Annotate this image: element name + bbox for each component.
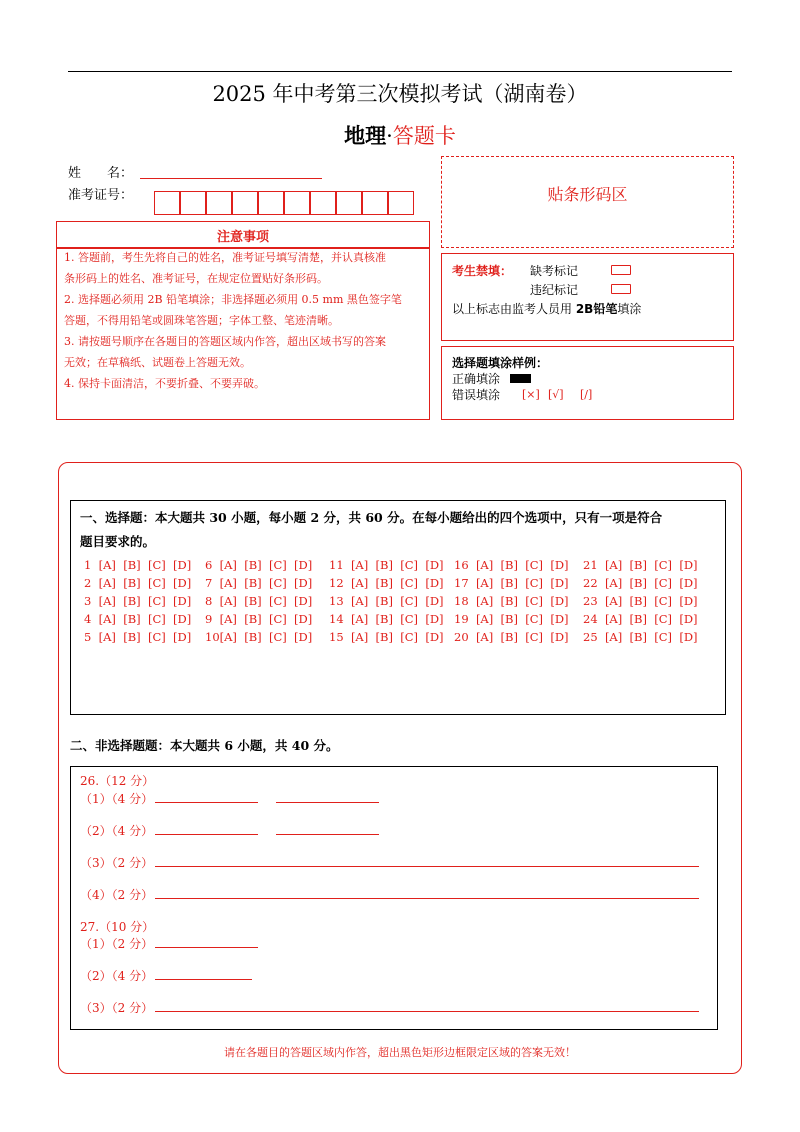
mc-question[interactable]: 10[A] [B] [C] [D] (205, 630, 313, 644)
correct-fill-sample (510, 374, 531, 383)
id-digit-box[interactable] (154, 191, 180, 215)
id-digit-box[interactable] (232, 191, 258, 215)
mc-question[interactable]: 14 [A] [B] [C] [D] (329, 612, 444, 626)
mc-question[interactable]: 6 [A] [B] [C] [D] (205, 558, 313, 572)
correct-fill-label: 正确填涂 (452, 372, 501, 386)
wrong-fill-label: 错误填涂 (452, 388, 501, 402)
id-digit-box[interactable] (206, 191, 232, 215)
id-digit-box[interactable] (284, 191, 310, 215)
card-name: 答题卡 (392, 124, 456, 148)
notes-line: 1. 答题前，考生先将自己的姓名，准考证号填写清楚，并认真核准 (64, 251, 386, 264)
title-separator: · (386, 124, 393, 148)
id-digit-box[interactable] (310, 191, 336, 215)
mc-question[interactable]: 12 [A] [B] [C] [D] (329, 576, 444, 590)
mc-question[interactable]: 19 [A] [B] [C] [D] (454, 612, 569, 626)
q26-part2-answer-a[interactable] (155, 834, 258, 835)
q26-part4-answer[interactable] (155, 898, 699, 899)
mc-question[interactable]: 1 [A] [B] [C] [D] (84, 558, 192, 572)
mc-question[interactable]: 7 [A] [B] [C] [D] (205, 576, 313, 590)
q27-part1-answer[interactable] (155, 947, 258, 948)
absent-label: 缺考标记 (530, 264, 579, 278)
mc-question[interactable]: 11 [A] [B] [C] [D] (329, 558, 444, 572)
q27-part2-label: （2）（4 分） (80, 969, 154, 983)
mc-question[interactable]: 4 [A] [B] [C] [D] (84, 612, 192, 626)
section1-title-cont: 题目要求的。 (80, 534, 156, 549)
q26-part2-label: （2）（4 分） (80, 824, 154, 838)
mc-question[interactable]: 2 [A] [B] [C] [D] (84, 576, 192, 590)
forbidden-note (452, 300, 641, 317)
q27-heading: 27.（10 分） (80, 920, 155, 934)
absent-mark-box[interactable] (611, 265, 631, 275)
forbidden-label: 考生禁填： (452, 264, 513, 278)
q26-part2-answer-b[interactable] (276, 834, 379, 835)
notes-line: 2. 选择题必须用 2B 铅笔填涂；非选择题必须用 0.5 mm 黑色签字笔 (64, 293, 402, 306)
mc-question[interactable]: 23 [A] [B] [C] [D] (583, 594, 698, 608)
q27-part2-answer[interactable] (155, 979, 252, 980)
id-digit-box[interactable] (388, 191, 414, 215)
notes-heading: 注意事项 (216, 230, 269, 245)
forbidden-note-bold: 2B铅笔 (575, 302, 618, 316)
q26-part3-label: （3）（2 分） (80, 856, 154, 870)
mc-question[interactable]: 18 [A] [B] [C] [D] (454, 594, 569, 608)
exam-title: 2025 年中考第三次模拟考试（湖南卷） (212, 82, 588, 106)
id-digit-box[interactable] (258, 191, 284, 215)
mc-question[interactable]: 24 [A] [B] [C] [D] (583, 612, 698, 626)
footer-warning: 请在各题目的答题区域内作答，超出黑色矩形边框限定区域的答案无效！ (224, 1046, 576, 1059)
name-field[interactable] (140, 178, 322, 179)
violation-mark-box[interactable] (611, 284, 631, 294)
sample-title: 选择题填涂样例： (452, 356, 549, 370)
q27-part3-answer[interactable] (155, 1011, 699, 1012)
mc-question[interactable]: 21 [A] [B] [C] [D] (583, 558, 698, 572)
q27-part3-label: （3）（2 分） (80, 1001, 154, 1015)
q26-heading: 26.（12 分） (80, 774, 155, 788)
wrong-mark-sample: [√] (548, 388, 564, 401)
id-label: 准考证号： (68, 188, 134, 203)
q26-part3-answer[interactable] (155, 866, 699, 867)
violation-label: 违纪标记 (530, 283, 579, 297)
mc-question[interactable]: 22 [A] [B] [C] [D] (583, 576, 698, 590)
q26-part1-answer-a[interactable] (155, 802, 258, 803)
q26-part4-label: （4）（2 分） (80, 888, 154, 902)
section2-title: 二、非选择题题：本大题共 6 小题，共 40 分。 (70, 738, 339, 753)
id-digit-box[interactable] (336, 191, 362, 215)
mc-question[interactable]: 15 [A] [B] [C] [D] (329, 630, 444, 644)
top-rule (68, 71, 732, 72)
q27-part1-label: （1）（2 分） (80, 937, 154, 951)
subject-label: 地理 (344, 123, 387, 148)
notes-line: 无效；在草稿纸、试题卷上答题无效。 (64, 356, 251, 369)
wrong-mark-sample: [×] (522, 388, 540, 401)
forbidden-note-prefix: 以上标志由监考人员用 (452, 302, 576, 316)
mc-question[interactable]: 3 [A] [B] [C] [D] (84, 594, 192, 608)
barcode-label: 贴条形码区 (547, 185, 628, 204)
notes-line: 3. 请按题号顺序在各题目的答题区域内作答，超出区域书写的答案 (64, 335, 386, 348)
mc-question[interactable]: 16 [A] [B] [C] [D] (454, 558, 569, 572)
forbidden-note-suffix: 填涂 (617, 302, 642, 316)
mc-question[interactable]: 13 [A] [B] [C] [D] (329, 594, 444, 608)
notes-line: 4. 保持卡面清洁，不要折叠、不要弄破。 (64, 377, 265, 390)
mc-question[interactable]: 8 [A] [B] [C] [D] (205, 594, 313, 608)
name-label: 姓 名： (68, 166, 134, 181)
id-digit-box[interactable] (180, 191, 206, 215)
mc-question[interactable]: 9 [A] [B] [C] [D] (205, 612, 313, 626)
mc-question[interactable]: 5 [A] [B] [C] [D] (84, 630, 192, 644)
notes-line: 答题，不得用铅笔或圆珠笔答题；字体工整、笔迹清晰。 (64, 314, 339, 327)
notes-line: 条形码上的姓名、准考证号，在规定位置贴好条形码。 (64, 272, 328, 285)
id-digit-box[interactable] (362, 191, 388, 215)
mc-question[interactable]: 25 [A] [B] [C] [D] (583, 630, 698, 644)
q26-part1-label: （1）（4 分） (80, 792, 154, 806)
section1-title: 一、选择题：本大题共 30 小题，每小题 2 分，共 60 分。在每小题给出的四个选项中，只有一项是符合 (80, 510, 663, 525)
mc-question[interactable]: 20 [A] [B] [C] [D] (454, 630, 569, 644)
card-title (0, 120, 800, 150)
mc-question[interactable]: 17 [A] [B] [C] [D] (454, 576, 569, 590)
q26-part1-answer-b[interactable] (276, 802, 379, 803)
wrong-mark-sample: [/] (580, 388, 593, 401)
